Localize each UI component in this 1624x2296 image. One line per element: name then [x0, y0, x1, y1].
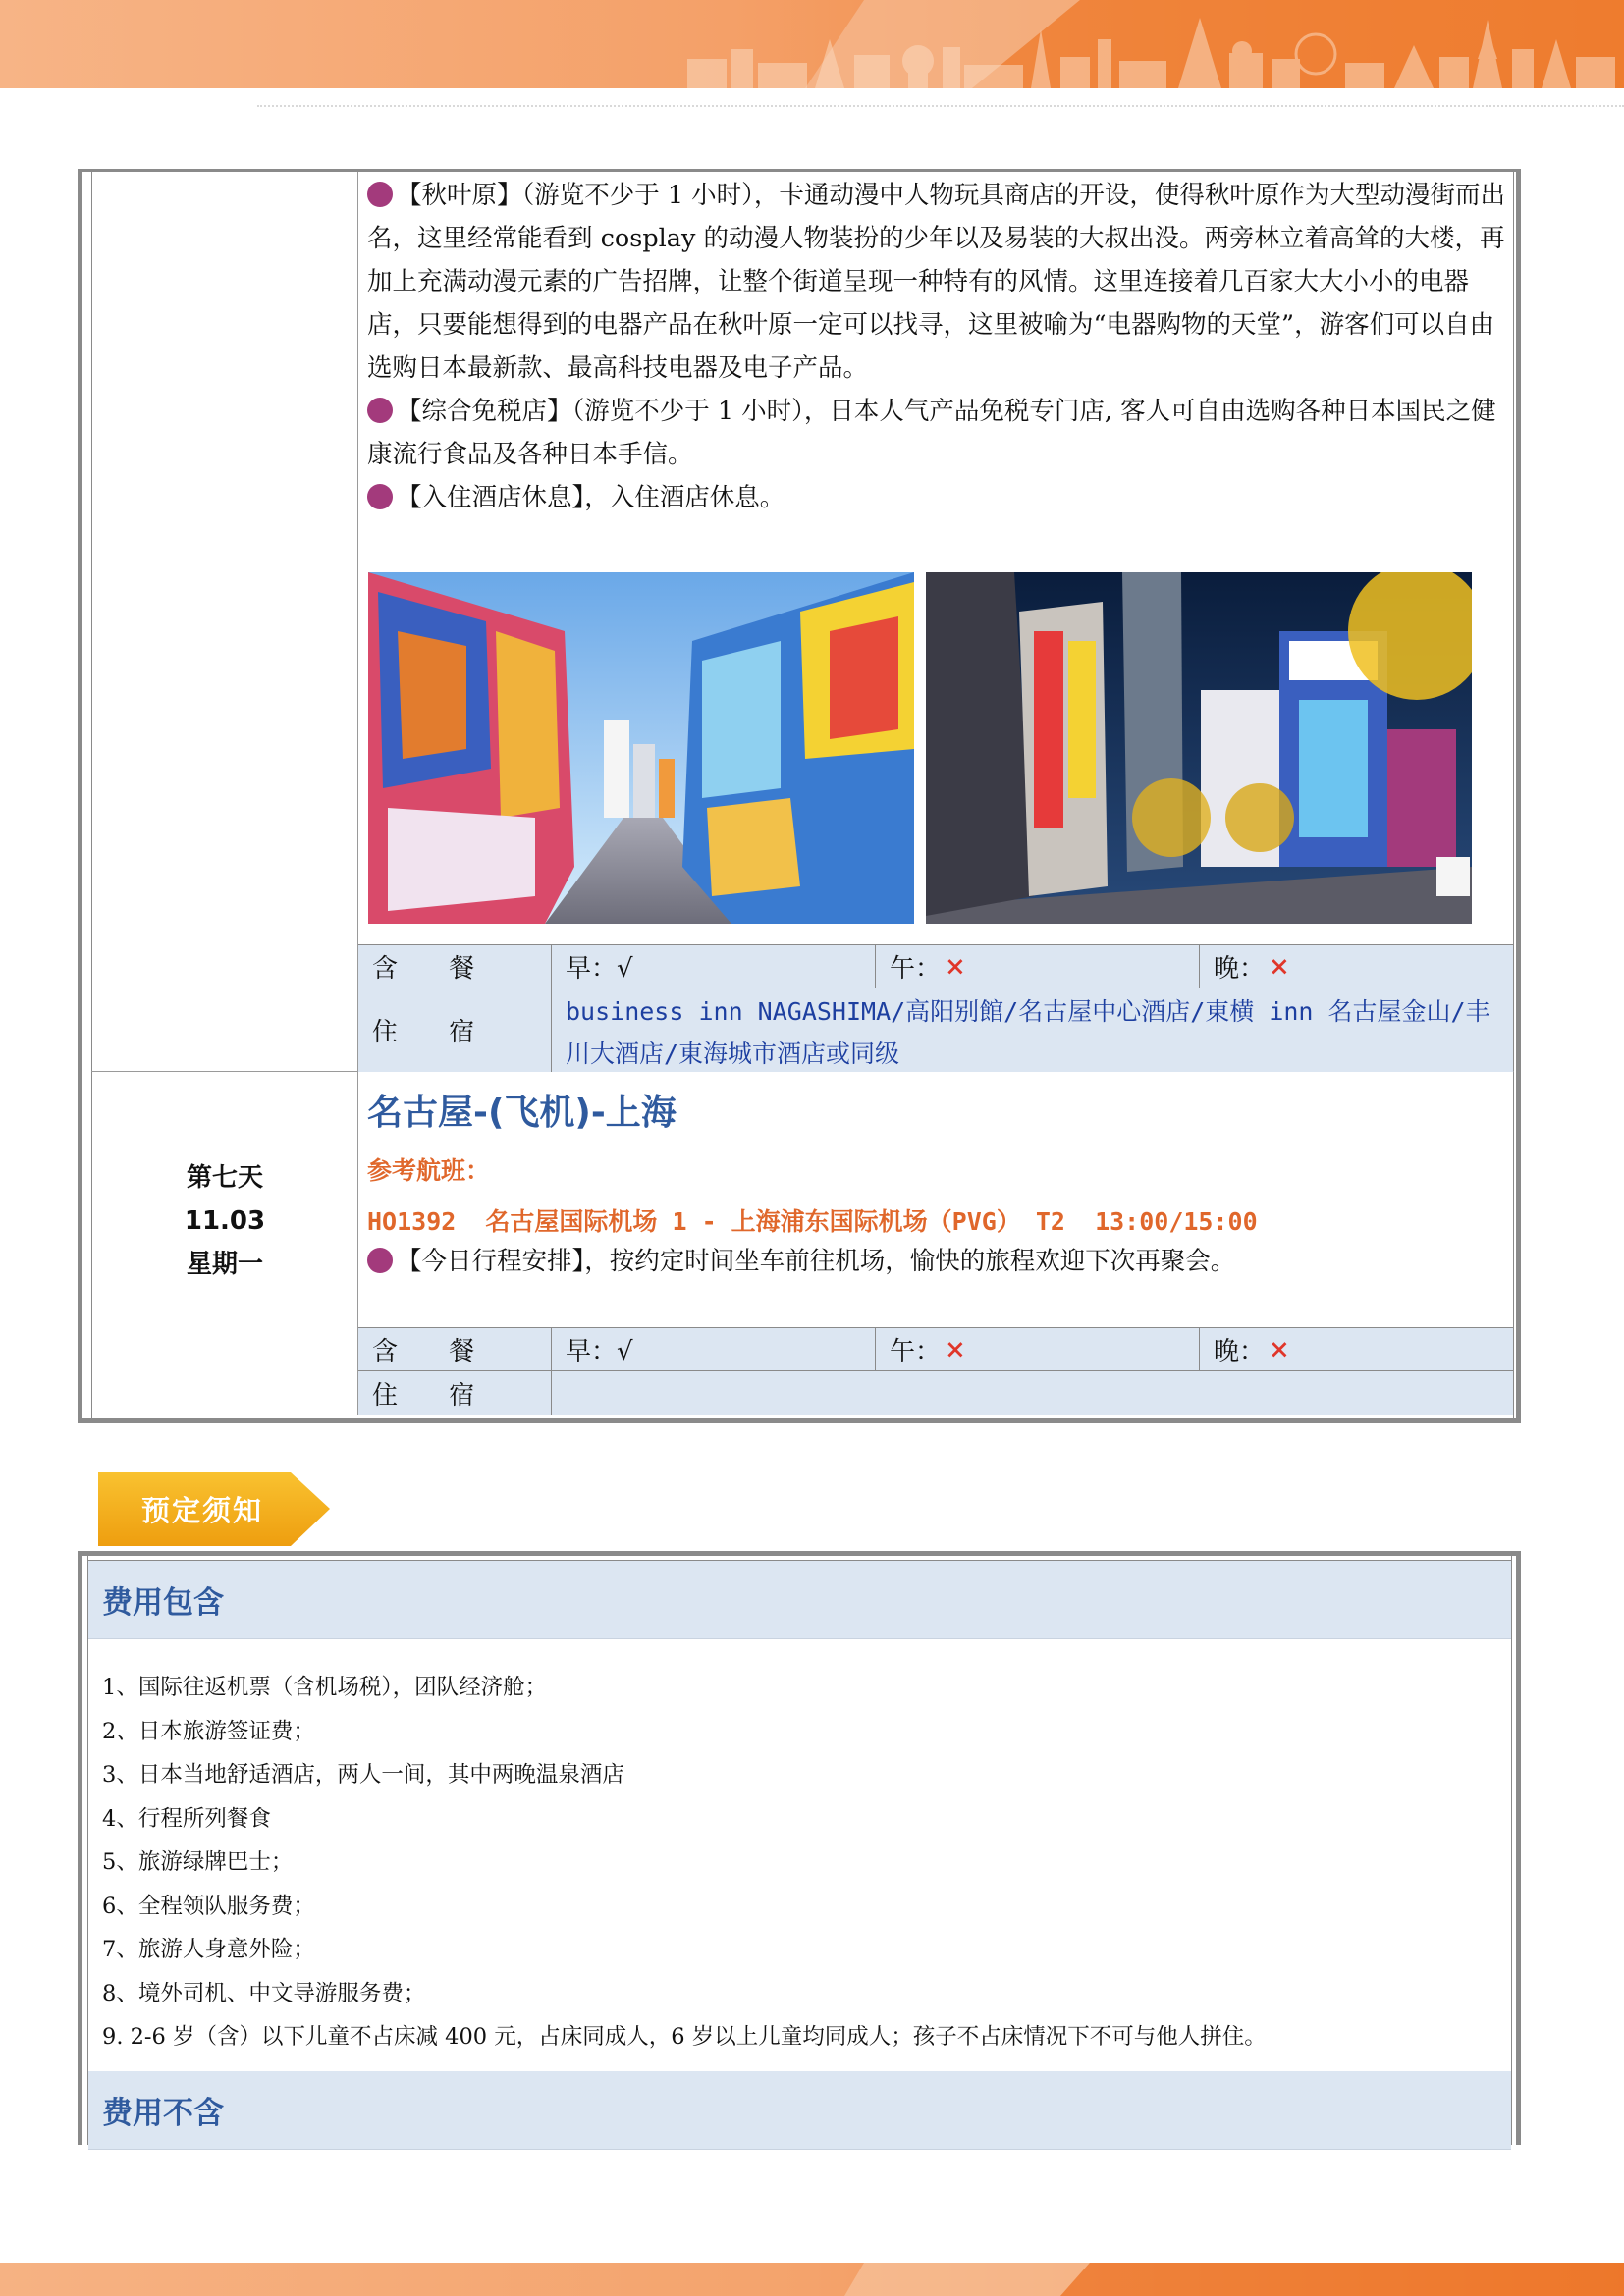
akihabara-paragraph: 【秋叶原】（游览不少于 1 小时），卡通动漫中人物玩具商店的开设，使得秋叶原作为大型动漫街而出名，这里经常能看到 cosplay 的动漫人物装扮的少年以及易装的大叔出没。两旁林立着高耸的大楼，再加上充满动漫元素的广告招牌，让整个街道呈现一种特有的风情。这里连接着几百家大大小小的电器店，只要能想得到的电器产品在秋叶原一定可以找寻，这里被喻为“电器购物的天堂”，游客们可以自由选购日本最新款、最高科技电器及电子产品。 [367, 181, 1505, 383]
flight-label: 参考航班： [367, 1156, 491, 1185]
booking-notice-tab [98, 1472, 330, 1546]
cross-icon: × [1269, 1334, 1290, 1364]
included-list [102, 1666, 1267, 2059]
meals-label: 含 餐 [372, 954, 497, 984]
flight-info: HO1392 名古屋国际机场 1 - 上海浦东国际机场（PVG） T2 13:00/15:00 [367, 1207, 1258, 1236]
booking-notice-title: 预定须知 [140, 1494, 263, 1527]
breakfast-cell: 早：√ [551, 1328, 875, 1370]
lodging-empty-cell [551, 1371, 1513, 1415]
list-item: 5、旅游绿牌巴士； [102, 1849, 294, 1875]
list-item: 6、全程领队服务费； [102, 1893, 315, 1919]
list-item: 2、日本旅游签证费； [102, 1718, 315, 1744]
akihabara-night-street-photo [926, 572, 1472, 924]
day6-meals-row [358, 944, 1513, 988]
itinerary-table [78, 169, 1521, 1423]
lodging-hotels: business inn NAGASHIMA/高阳别館/名古屋中心酒店/東横 inn 名古屋金山/丰川大酒店/東海城市酒店或同级 [551, 988, 1513, 1072]
dutyfree-paragraph: 【综合免税店】（游览不少于 1 小时），日本人气产品免税专门店, 客人可自由选购各种日本国民之健康流行食品及各种日本手信。 [367, 397, 1496, 469]
meals-label: 含 餐 [372, 1337, 497, 1366]
day7-lodging-row [358, 1370, 1513, 1415]
list-item: 1、国际往返机票（含机场税），团队经济舱； [102, 1675, 548, 1700]
day7-label: 第七天 [186, 1163, 263, 1193]
lodging-label: 住 宿 [372, 1018, 497, 1047]
akihabara-day-street-photo [368, 572, 914, 924]
cross-icon: × [1269, 951, 1290, 982]
list-item: 8、境外司机、中文导游服务费； [102, 1980, 426, 2006]
day7-weekday: 星期一 [186, 1250, 263, 1279]
cross-icon: × [945, 951, 966, 982]
city-skyline-decoration [0, 0, 1624, 88]
day7-meals-row [358, 1327, 1513, 1370]
bullet-icon [367, 398, 393, 423]
header-divider [257, 105, 1624, 107]
day7-route-title: 名古屋-(飞机)-上海 [367, 1093, 677, 1133]
included-heading: 费用包含 [88, 1561, 1511, 1639]
list-item: 7、旅游人身意外险； [102, 1937, 315, 1962]
lunch-cell: 午： × [875, 945, 1199, 988]
list-item: 9. 2-6 岁（含）以下儿童不占床减 400 元，占床同成人，6 岁以上儿童均同成人；孩子不占床情况下不可与他人拼住。 [102, 2024, 1267, 2050]
booking-notice-box [78, 1551, 1521, 2145]
lodging-label: 住 宿 [372, 1381, 497, 1411]
hotel-rest-paragraph: 【入住酒店休息】，入住酒店休息。 [367, 476, 1506, 519]
list-item: 4、行程所列餐食 [102, 1805, 271, 1832]
bullet-icon [367, 182, 393, 207]
excluded-heading: 费用不含 [88, 2071, 1511, 2150]
list-item: 3、日本当地舒适酒店，两人一间，其中两晚温泉酒店 [102, 1762, 624, 1788]
day6-lodging-row [358, 988, 1513, 1072]
footer-banner [0, 2263, 1624, 2296]
column-divider [357, 172, 358, 1415]
cross-icon: × [945, 1334, 966, 1364]
lunch-cell: 午： × [875, 1328, 1199, 1370]
day7-date: 11.03 [184, 1206, 266, 1236]
dinner-cell: 晚： × [1199, 1328, 1513, 1370]
day7-arrangement: 【今日行程安排】，按约定时间坐车前往机场，愉快的旅程欢迎下次再聚会。 [367, 1240, 1235, 1283]
breakfast-cell: 早：√ [551, 945, 875, 988]
header-banner [0, 0, 1624, 88]
dinner-cell: 晚： × [1199, 945, 1513, 988]
bullet-icon [367, 484, 393, 509]
bullet-icon [367, 1248, 393, 1273]
day6-description [367, 174, 1506, 519]
